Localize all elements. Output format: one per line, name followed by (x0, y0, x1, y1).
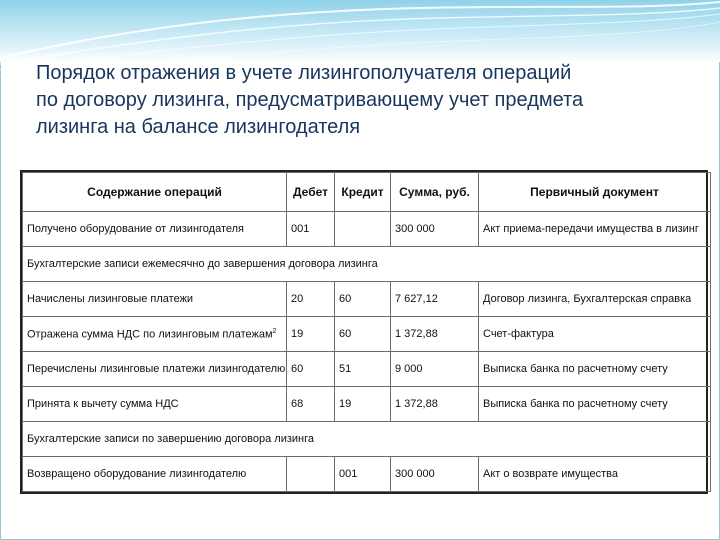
table-row (23, 457, 711, 492)
cell-credit: 60 (335, 317, 391, 352)
cell-amount: 7 627,12 (391, 282, 479, 317)
cell-credit: 001 (335, 457, 391, 492)
cell-debit: 68 (287, 387, 335, 422)
leasing-operations-table (20, 170, 708, 494)
cell-content: Принята к вычету сумма НДС (23, 387, 287, 422)
section-label: Бухгалтерские записи ежемесячно до завершения договора лизинга (23, 247, 711, 282)
header-amount: Сумма, руб. (391, 173, 479, 212)
cell-credit: 51 (335, 352, 391, 387)
cell-document: Договор лизинга, Бухгалтерская справка (479, 282, 711, 317)
cell-document: Акт о возврате имущества (479, 457, 711, 492)
cell-amount: 1 372,88 (391, 317, 479, 352)
cell-amount: 300 000 (391, 457, 479, 492)
cell-debit: 20 (287, 282, 335, 317)
cell-document: Акт приема-передачи имущества в лизинг (479, 212, 711, 247)
cell-document: Выписка банка по расчетному счету (479, 387, 711, 422)
cell-document: Счет-фактура (479, 317, 711, 352)
title-line-3: лизинга на балансе лизингодателя (36, 116, 361, 138)
cell-amount: 9 000 (391, 352, 479, 387)
cell-content (23, 317, 287, 352)
swoosh-line-1 (0, 2, 720, 58)
cell-debit: 60 (287, 352, 335, 387)
footnote-mark: 2 (272, 327, 277, 335)
cell-amount: 300 000 (391, 212, 479, 247)
cell-content: Возвращено оборудование лизингодателю (23, 457, 287, 492)
title-line-2: по договору лизинга, предусматривающему учет предмета (36, 89, 584, 111)
header-debit: Дебет (287, 173, 335, 212)
cell-debit (287, 457, 335, 492)
cell-content-text: Отражена сумма НДС по лизинговым платежам (27, 328, 273, 341)
cell-debit: 001 (287, 212, 335, 247)
header-document: Первичный документ (479, 173, 711, 212)
table-row (23, 352, 711, 387)
header-credit: Кредит (335, 173, 391, 212)
table-row (23, 282, 711, 317)
section-label: Бухгалтерские записи по завершению договора лизинга (23, 422, 711, 457)
cell-credit (335, 212, 391, 247)
table-row (23, 212, 711, 247)
cell-credit: 19 (335, 387, 391, 422)
cell-debit: 19 (287, 317, 335, 352)
cell-amount: 1 372,88 (391, 387, 479, 422)
cell-credit: 60 (335, 282, 391, 317)
header-content: Содержание операций (23, 173, 287, 212)
title-line-1: Порядок отражения в учете лизингополучателя операций (36, 62, 572, 84)
cell-content: Начислены лизинговые платежи (23, 282, 287, 317)
table-header-row (23, 173, 711, 212)
slide-title (36, 60, 696, 141)
section-row (23, 422, 711, 457)
cell-content: Перечислены лизинговые платежи лизингодателю (23, 352, 287, 387)
cell-document: Выписка банка по расчетному счету (479, 352, 711, 387)
table-row (23, 317, 711, 352)
section-row (23, 247, 711, 282)
table-row (23, 387, 711, 422)
cell-content: Получено оборудование от лизингодателя (23, 212, 287, 247)
